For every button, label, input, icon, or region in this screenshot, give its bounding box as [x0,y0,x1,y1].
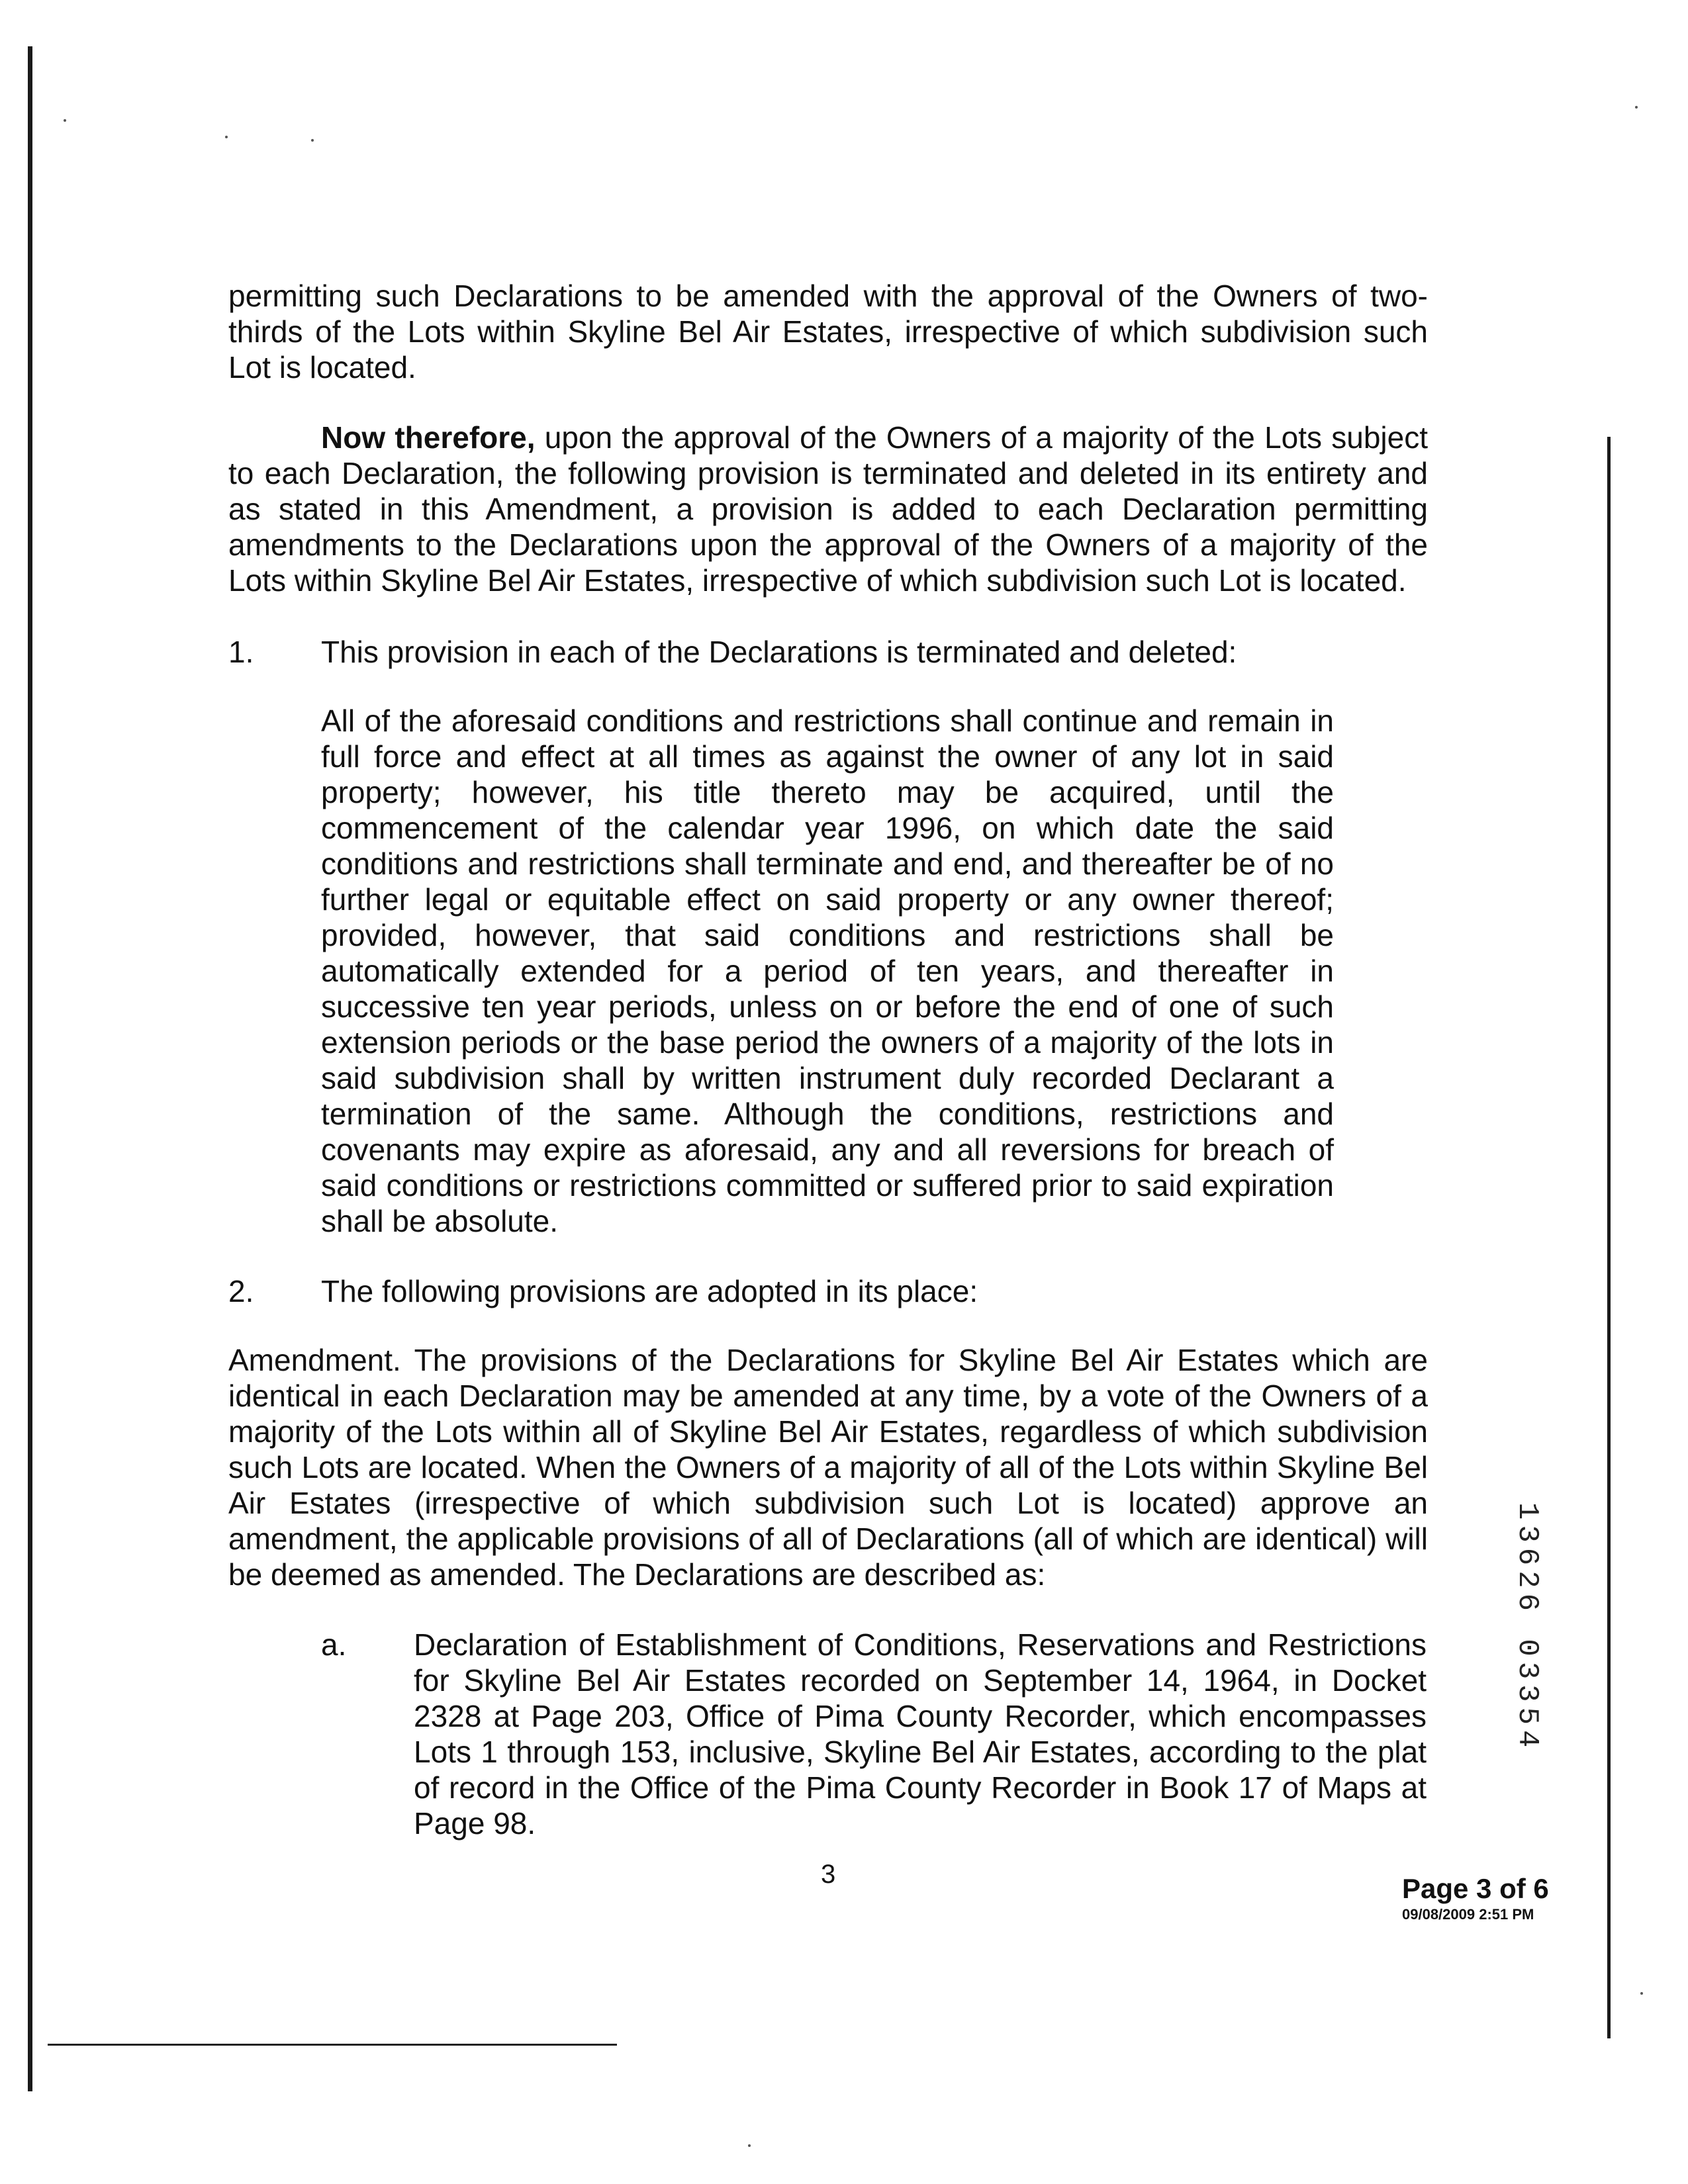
now-therefore-body: upon the approval of the Owners of a majority of the Lots subject to each Declaration, the following provision is terminated and deleted in its entirety and as stated in this Amendment, a provision is added to each Declaration permitting amendments to the Declarations upon the approval of the Owners of a majority of the Lots within Skyline Bel Air Estates, irrespective of which subdivision such Lot is located. [228,420,1428,598]
scan-edge-right [1607,437,1611,2038]
numbered-item-1 [228,634,1428,670]
scan-speck [1635,106,1638,109]
page-count: Page 3 of 6 [1402,1873,1549,1904]
scan-edge-left [28,46,32,2091]
scan-speck [225,136,228,138]
amendment-paragraph: Amendment. The provisions of the Declarations for Skyline Bel Air Estates which are identical in each Declaration may be amended at any time, by a vote of the Owners of a majority of the Lots within all of Skyline Bel Air Estates, regardless of which subdivision such Lots are located. When the Owners of a majority of all of the Lots within Skyline Bel Air Estates (irrespective of which subdivision such Lot is located) approve an amendment, the applicable provisions of all of Declarations (all of which are identical) will be deemed as amended. The Declarations are described as: [228,1343,1428,1592]
item-letter: a. [321,1627,347,1662]
scan-speck [1640,1992,1643,1995]
now-therefore-lead: Now therefore, [321,420,536,455]
scan-speck [311,139,314,142]
page-number: 3 [821,1860,836,1889]
scan-edge-bottom [48,2044,617,2046]
scan-speck [64,119,66,122]
lettered-item-a [321,1627,1428,1841]
print-timestamp: 09/08/2009 2:51 PM [1402,1906,1534,1923]
quoted-provision: All of the aforesaid conditions and restrictions shall continue and remain in full force and effect at all times as against the owner of any lot in said property; however, his title thereto may be acquired, until the commencement of the calendar year 1996, on which date the said conditions and restrictions shall terminate and end, and thereafter be of no further legal or equitable effect on said property or any owner thereof; provided, however, that said conditions and restrictions shall be automatically extended for a period of ten years, and thereafter in successive ten year periods, unless on or before the end of one of such extension periods or the base period the owners of a majority of the lots in said subdivision shall by written instrument duly recorded Declarant a termination of the same. Although the conditions, restrictions and covenants may expire as aforesaid, any and all reversions for breach of said conditions or restrictions committed or suffered prior to said expiration shall be absolute. [321,704,1334,1238]
numbered-item-2 [228,1273,1428,1309]
item-text: The following provisions are adopted in its place: [321,1274,978,1308]
scan-speck [748,2144,751,2147]
item-text: This provision in each of the Declarations is terminated and deleted: [321,635,1237,669]
recording-stamp: 13626 03354 [1511,1502,1544,1753]
item-text: Declaration of Establishment of Conditions, Reservations and Restrictions for Skyline Bel Air Estates recorded on September 14, 1964, in Docket 2328 at Page 203, Office of Pima County Recorder, which encompasses Lots 1 through 153, inclusive, Skyline Bel Air Estates, according to the plat of record in the Office of the Pima County Recorder in Book 17 of Maps at Page 98. [414,1627,1427,1841]
document-body [228,278,1428,1841]
now-therefore-paragraph [228,420,1428,598]
continuation-paragraph: permitting such Declarations to be amended with the approval of the Owners of two-thirds of the Lots within Skyline Bel Air Estates, irrespective of which subdivision such Lot is located. [228,279,1428,385]
item-number: 2. [228,1274,254,1308]
item-number: 1. [228,635,254,669]
